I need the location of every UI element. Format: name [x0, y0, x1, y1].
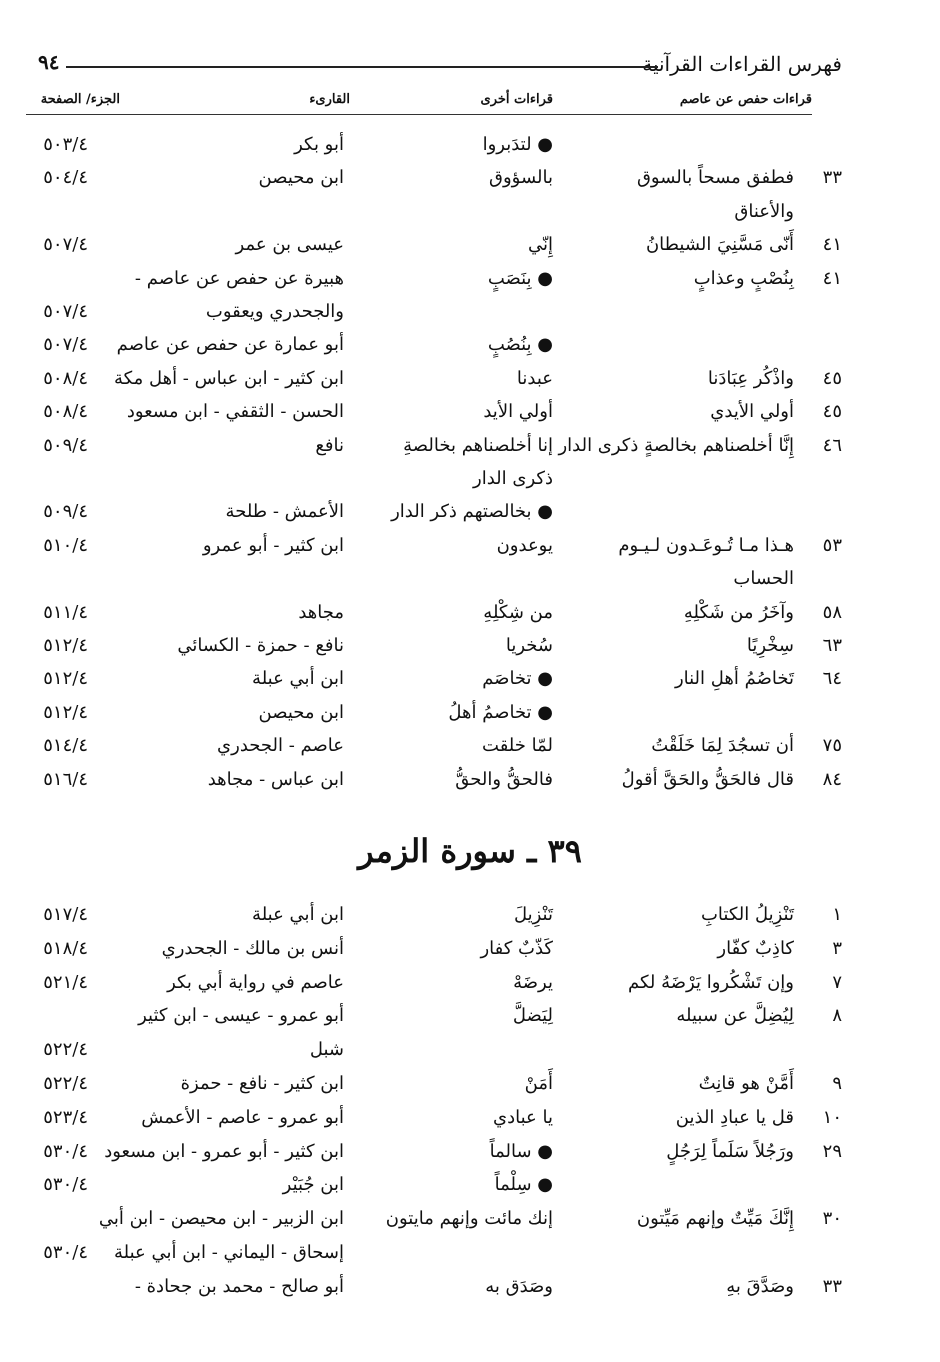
other-reading: بالسؤوق: [489, 167, 553, 189]
hafs-reading: بِنُصْبٍ وعذابٍ: [693, 267, 794, 289]
reader-name: مجاهد: [298, 601, 344, 623]
reader-name: ابن محيصن: [258, 167, 344, 189]
reader-name: ابن كثير - ابن عباس - أهل مكة: [114, 367, 344, 389]
other-reading: يوعدون: [496, 534, 553, 556]
volume-page-ref: ٥١٦/٤: [43, 768, 88, 790]
verse-number: ٦٣: [822, 635, 842, 656]
reader-name: عيسى بن عمر: [235, 234, 344, 256]
volume-page-ref: ٥٠٣/٤: [43, 134, 88, 155]
other-reading: أولي الأيد: [483, 401, 553, 423]
volume-page-ref: ٥٢١/٤: [43, 971, 88, 993]
reader-name: ابن كثير - نافع - حمزة: [180, 1073, 344, 1094]
running-header-title: فهرس القراءات القرآنية: [642, 52, 842, 76]
reader-name: عاصم - الجحدري: [217, 735, 344, 757]
hafs-reading: ورَجُلاً سَلَماً لِرَجُلٍ: [666, 1140, 794, 1162]
other-reading: يرضَهْ: [513, 971, 553, 993]
reader-name: إسحاق - اليماني - ابن أبي عبلة: [114, 1242, 344, 1263]
header-rule: [66, 66, 658, 68]
hafs-reading: أَنّى مَسَّنِيَ الشيطانُ: [645, 234, 794, 256]
volume-page-ref: ٥٣٠/٤: [43, 1174, 88, 1196]
reader-name: ابن محيصن: [258, 701, 344, 723]
reader-name: عاصم في رواية أبي بكر: [167, 971, 344, 993]
table-row: [0, 1242, 940, 1276]
volume-page-ref: ٥٠٩/٤: [43, 434, 88, 456]
reader-name: ابن كثير - أبو عمرو - ابن مسعود: [104, 1140, 344, 1162]
table-row: [0, 769, 940, 803]
volume-page-ref: ٥١٢/٤: [43, 701, 88, 723]
column-header-rule: [26, 114, 812, 115]
hafs-reading: قل يا عبادِ الذين: [675, 1106, 794, 1128]
hafs-reading: وإن تَشْكُروا يَرْضَهُ لكم: [628, 971, 794, 993]
other-reading: كَذّبٌ كفار: [480, 937, 553, 959]
other-reading: ● تخاصمُ أهلُ: [448, 701, 553, 723]
volume-page-ref: ٥٠٩/٤: [43, 501, 88, 523]
table-row: [0, 972, 940, 1006]
table-row: [0, 167, 940, 201]
other-reading: ذكرى الدار: [473, 468, 553, 489]
hafs-reading: أن تسجُدَ لِمَا خَلَقْتُ: [651, 735, 794, 757]
other-reading: ● سالماً: [489, 1140, 553, 1162]
reader-name: نافع - حمزة - الكسائي: [177, 635, 344, 656]
verse-number: ٥٣: [822, 534, 842, 556]
verse-number: ٤٥: [822, 367, 842, 389]
verse-number: ٩: [832, 1073, 842, 1094]
hafs-reading: تَنْزِيلُ الكتابِ: [700, 904, 794, 925]
table-row: [0, 904, 940, 938]
table-row: [0, 1208, 940, 1242]
column-header-other: قراءات أخرى: [480, 92, 553, 107]
hafs-reading: وآخَرُ من شَكْلِهِ: [683, 601, 794, 623]
table-row: [0, 635, 940, 669]
hafs-reading: الحساب: [733, 568, 794, 590]
hafs-reading: لِيُضِلَّ عن سبيله: [676, 1005, 794, 1027]
table-row: [0, 468, 940, 502]
table-row: [0, 1174, 940, 1208]
table-row: [0, 201, 940, 235]
table-row: [0, 501, 940, 535]
hafs-reading: إِنَّكَ مَيِّتٌ وإنهم مَيِّتون: [636, 1208, 794, 1230]
column-header-hafs: قراءات حفص عن عاصم: [679, 92, 812, 107]
verse-number: ٧: [832, 971, 842, 993]
other-reading: فالحقُّ والحقُّ: [455, 768, 553, 790]
reader-name: ابن أبي عبلة: [252, 904, 344, 925]
verse-number: ٣٣: [822, 167, 842, 189]
table-row: [0, 401, 940, 435]
table-row: [0, 1107, 940, 1141]
verse-number: ٤١: [822, 234, 842, 256]
other-reading: تَنْزِيلَ: [513, 904, 553, 925]
reader-name: أنس بن مالك - الجحدري: [161, 937, 344, 959]
reader-name: أبو عمرو - عاصم - الأعمش: [141, 1106, 344, 1128]
table-row: [0, 735, 940, 769]
table-row: [0, 234, 940, 268]
volume-page-ref: ٥٣٠/٤: [43, 1140, 88, 1162]
verse-number: ٧٥: [822, 735, 842, 757]
hafs-reading: أولي الأيدي: [710, 401, 794, 423]
table-row: [0, 435, 940, 469]
column-header-reader: القارىء: [309, 92, 350, 107]
table-row: [0, 1005, 940, 1039]
verse-number: ٣: [832, 937, 842, 959]
verse-number: ٤٥: [822, 401, 842, 423]
other-reading: أَمَنْ: [524, 1073, 553, 1094]
other-reading: إِنّي: [527, 234, 553, 256]
hafs-reading: قال فالحَقُّ والحَقَّ أقولُ: [621, 768, 794, 790]
table-row: [0, 702, 940, 736]
reader-name: أبو عمارة عن حفص عن عاصم: [116, 334, 344, 356]
page-number: ٩٤: [38, 50, 60, 74]
hafs-reading: فطفق مسحاً بالسوق: [636, 167, 794, 189]
other-reading: لمّا خلقت: [482, 735, 553, 757]
table-row: [0, 602, 940, 636]
volume-page-ref: ٥١٠/٤: [43, 534, 88, 556]
table-row: [0, 1039, 940, 1073]
other-reading: عبدنا: [516, 367, 553, 389]
hafs-reading: واذْكُر عِبَادَنا: [707, 367, 794, 389]
other-reading: ● لتدَبروا: [482, 134, 553, 155]
table-row: [0, 334, 940, 368]
other-reading: ● بِنَصَبٍ: [487, 267, 553, 289]
volume-page-ref: ٥٠٨/٤: [43, 367, 88, 389]
other-reading: وصَدَق به: [485, 1275, 553, 1297]
volume-page-ref: ٥١٨/٤: [43, 937, 88, 959]
column-header-ref: الجزء/ الصفحة: [40, 92, 120, 107]
other-reading: سُخريا: [505, 635, 553, 656]
other-reading: ● بخالصتهم ذكر الدار: [391, 501, 553, 523]
table-row: [0, 368, 940, 402]
hafs-reading: هـذا مـا تُـوعَـدون لـيـوم: [618, 534, 794, 556]
table-row: [0, 668, 940, 702]
table-row: [0, 568, 940, 602]
volume-page-ref: ٥١٢/٤: [43, 668, 88, 690]
reader-name: الحسن - الثقفي - ابن مسعود: [126, 401, 344, 423]
verse-number: ٨٤: [822, 768, 842, 790]
other-reading: من شِكْلِهِ: [483, 601, 553, 623]
table-row: [0, 535, 940, 569]
volume-page-ref: ٥١٤/٤: [43, 735, 88, 757]
verse-number: ٣٣: [822, 1275, 842, 1297]
verse-number: ٨: [832, 1005, 842, 1027]
reader-name: الأعمش - طلحة: [225, 501, 344, 523]
reader-name: ابن جُبَيْر: [282, 1174, 344, 1196]
volume-page-ref: ٥٢٢/٤: [43, 1073, 88, 1094]
reader-name: ابن عباس - مجاهد: [207, 768, 344, 790]
hafs-reading: وصَدَّقَ بهِ: [726, 1275, 794, 1297]
reader-name: ابن أبي عبلة: [252, 668, 344, 690]
reader-name: أبو صالح - محمد بن جحادة -: [134, 1275, 344, 1297]
verse-number: ٤١: [822, 267, 842, 289]
hafs-reading: والأعناق: [734, 200, 794, 222]
hafs-reading: أَمَّنْ هو قانِتٌ: [698, 1073, 794, 1094]
volume-page-ref: ٥٠٨/٤: [43, 401, 88, 423]
reader-name: أبو بكر: [294, 134, 344, 155]
reader-name: هبيرة عن حفص عن عاصم -: [134, 267, 344, 289]
volume-page-ref: ٥٠٧/٤: [43, 301, 88, 322]
verse-number: ٦٤: [822, 668, 842, 690]
other-reading: ● سِلْماً: [494, 1174, 553, 1196]
volume-page-ref: ٥١٧/٤: [43, 904, 88, 925]
table-row: [0, 301, 940, 335]
volume-page-ref: ٥٠٧/٤: [43, 334, 88, 356]
volume-page-ref: ٥٣٠/٤: [43, 1242, 88, 1263]
table-row: [0, 134, 940, 168]
verse-number: ١٠: [822, 1106, 842, 1128]
other-reading: يا عبادي: [493, 1106, 553, 1128]
verse-number: ١: [832, 904, 842, 925]
reader-name: ابن كثير - أبو عمرو: [202, 534, 344, 556]
table-row: [0, 268, 940, 302]
verse-number: ٥٨: [822, 601, 842, 623]
hafs-reading: إِنَّا أخلصناهم بخالصةٍ ذكرى الدار: [558, 434, 794, 456]
volume-page-ref: ٥٢٣/٤: [43, 1106, 88, 1128]
reader-name: ابن الزبير - ابن محيصن - ابن أبي: [98, 1208, 344, 1230]
volume-page-ref: ٥٠٧/٤: [43, 234, 88, 256]
surah-heading: ٣٩ ـ سورة الزمر: [358, 832, 582, 870]
reader-name: والجحدري ويعقوب: [205, 301, 344, 322]
other-reading: إنك مائت وإنهم مايتون: [385, 1208, 553, 1230]
reader-name: شبل: [309, 1039, 344, 1061]
hafs-reading: تَخاصُمُ أهلِ النار: [674, 668, 794, 690]
volume-page-ref: ٥٢٢/٤: [43, 1039, 88, 1061]
hafs-reading: كاذِبٌ كفّار: [717, 937, 794, 959]
hafs-reading: سِخْرِيًا: [746, 635, 794, 656]
verse-number: ٢٩: [822, 1140, 842, 1162]
volume-page-ref: ٥١٢/٤: [43, 635, 88, 656]
table-row: [0, 1073, 940, 1107]
table-row: [0, 1276, 940, 1310]
other-reading: لِيَضلَّ: [512, 1005, 553, 1027]
table-row: [0, 1141, 940, 1175]
reader-name: نافع: [315, 434, 344, 456]
table-row: [0, 938, 940, 972]
other-reading: ● تخاصَم: [482, 668, 553, 690]
volume-page-ref: ٥٠٤/٤: [43, 167, 88, 189]
verse-number: ٤٦: [822, 434, 842, 456]
reader-name: أبو عمرو - عيسى - ابن كثير: [138, 1005, 344, 1027]
verse-number: ٣٠: [822, 1208, 842, 1230]
volume-page-ref: ٥١١/٤: [43, 601, 88, 623]
other-reading: ● بِنُصُبٍ: [487, 334, 553, 356]
other-reading: إنا أخلصناهم بخالصةِ: [403, 434, 553, 456]
